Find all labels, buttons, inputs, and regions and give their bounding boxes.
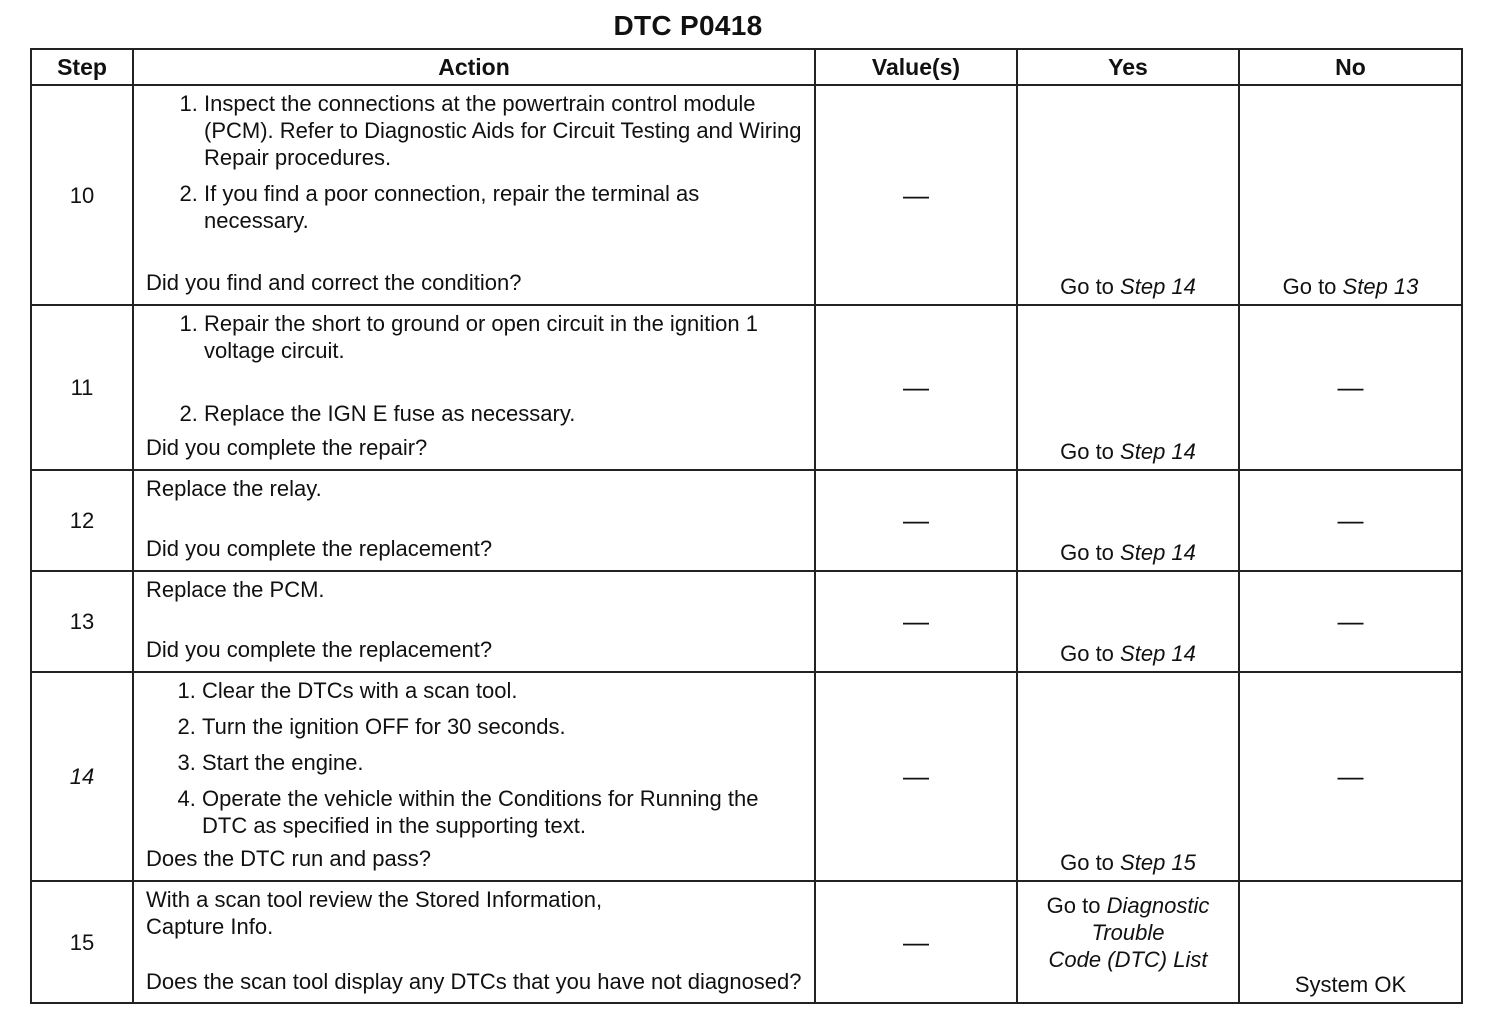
diagnostic-table bbox=[30, 48, 1463, 1004]
action-list bbox=[146, 677, 802, 839]
step-number: 13 bbox=[31, 571, 133, 672]
action-question: Did you complete the replacement? bbox=[146, 637, 493, 662]
table-row bbox=[31, 470, 1462, 571]
no-prefix: Go to bbox=[1282, 274, 1337, 299]
action-cell bbox=[133, 881, 815, 1003]
value-cell: — bbox=[815, 470, 1017, 571]
yes-link[interactable]: Step 15 bbox=[1120, 850, 1196, 875]
action-cell bbox=[133, 470, 815, 571]
yes-cell bbox=[1017, 85, 1239, 305]
action-list bbox=[146, 310, 802, 427]
list-item: 2. Turn the ignition OFF for 30 seconds. bbox=[202, 713, 802, 740]
action-text: Replace the PCM. bbox=[146, 577, 325, 602]
yes-prefix: Go to bbox=[1060, 850, 1114, 875]
no-cell: — bbox=[1239, 672, 1462, 881]
action-cell bbox=[133, 85, 815, 305]
table-row bbox=[31, 571, 1462, 672]
table-row bbox=[31, 85, 1462, 305]
table-row bbox=[31, 305, 1462, 470]
no-cell: — bbox=[1239, 305, 1462, 470]
yes-link[interactable]: Step 14 bbox=[1120, 274, 1196, 299]
value-cell: — bbox=[815, 881, 1017, 1003]
list-item: 2. Replace the IGN E fuse as necessary. bbox=[204, 400, 802, 427]
yes-link[interactable]: Diagnostic bbox=[1106, 893, 1210, 918]
action-cell bbox=[133, 571, 815, 672]
header-yes: Yes bbox=[1017, 49, 1239, 85]
action-cell bbox=[133, 672, 815, 881]
action-cell bbox=[133, 305, 815, 470]
action-question: Does the DTC run and pass? bbox=[146, 846, 431, 871]
value-cell: — bbox=[815, 571, 1017, 672]
yes-link[interactable]: Step 14 bbox=[1120, 540, 1196, 565]
list-item: 1. Inspect the connections at the powertrain control module (PCM). Refer to Diagnostic Aids for Circuit Testing and Wiring Repair procedures. bbox=[204, 90, 802, 171]
no-cell: System OK bbox=[1239, 881, 1462, 1003]
action-question: Does the scan tool display any DTCs that you have not diagnosed? bbox=[146, 969, 802, 994]
header-action: Action bbox=[133, 49, 815, 85]
yes-link[interactable]: Step 14 bbox=[1120, 439, 1196, 464]
yes-cell bbox=[1017, 305, 1239, 470]
list-item: 3. Start the engine. bbox=[202, 749, 802, 776]
yes-cell bbox=[1017, 470, 1239, 571]
step-number: 15 bbox=[31, 881, 133, 1003]
action-text: With a scan tool review the Stored Information, Capture Info. bbox=[146, 887, 603, 939]
header-row bbox=[31, 49, 1462, 85]
yes-cell bbox=[1017, 672, 1239, 881]
yes-prefix: Go to bbox=[1046, 893, 1101, 918]
yes-prefix: Go to bbox=[1060, 540, 1114, 565]
no-link[interactable]: Step 13 bbox=[1342, 274, 1419, 299]
action-question: Did you complete the replacement? bbox=[146, 536, 493, 561]
header-values: Value(s) bbox=[815, 49, 1017, 85]
yes-link[interactable]: Trouble bbox=[1091, 920, 1165, 945]
no-cell: — bbox=[1239, 571, 1462, 672]
value-cell: — bbox=[815, 672, 1017, 881]
yes-link[interactable]: Code (DTC) List bbox=[1048, 947, 1208, 972]
no-cell bbox=[1239, 85, 1462, 305]
value-cell: — bbox=[815, 85, 1017, 305]
page-title: DTC P0418 bbox=[613, 10, 763, 41]
yes-prefix: Go to bbox=[1060, 274, 1114, 299]
step-number: 14 bbox=[31, 672, 133, 881]
list-item: 2. If you find a poor connection, repair the terminal as necessary. bbox=[204, 180, 802, 234]
yes-link[interactable]: Step 14 bbox=[1120, 641, 1196, 666]
step-number: 11 bbox=[31, 305, 133, 470]
action-question: Did you find and correct the condition? bbox=[146, 270, 522, 295]
table-row bbox=[31, 881, 1462, 1003]
yes-prefix: Go to bbox=[1060, 641, 1114, 666]
no-cell: — bbox=[1239, 470, 1462, 571]
list-item: 1. Clear the DTCs with a scan tool. bbox=[202, 677, 802, 704]
action-question: Did you complete the repair? bbox=[146, 435, 428, 460]
action-text: Replace the relay. bbox=[146, 476, 322, 501]
list-item: 1. Repair the short to ground or open circuit in the ignition 1 voltage circuit. bbox=[204, 310, 802, 364]
step-number: 10 bbox=[31, 85, 133, 305]
header-step: Step bbox=[31, 49, 133, 85]
header-no: No bbox=[1239, 49, 1462, 85]
list-item: 4. Operate the vehicle within the Conditions for Running the DTC as specified in the supporting text. bbox=[202, 785, 802, 839]
step-number: 12 bbox=[31, 470, 133, 571]
yes-prefix: Go to bbox=[1060, 439, 1114, 464]
action-list bbox=[146, 90, 802, 243]
yes-cell bbox=[1017, 571, 1239, 672]
value-cell: — bbox=[815, 305, 1017, 470]
table-row bbox=[31, 672, 1462, 881]
yes-cell bbox=[1017, 881, 1239, 1003]
